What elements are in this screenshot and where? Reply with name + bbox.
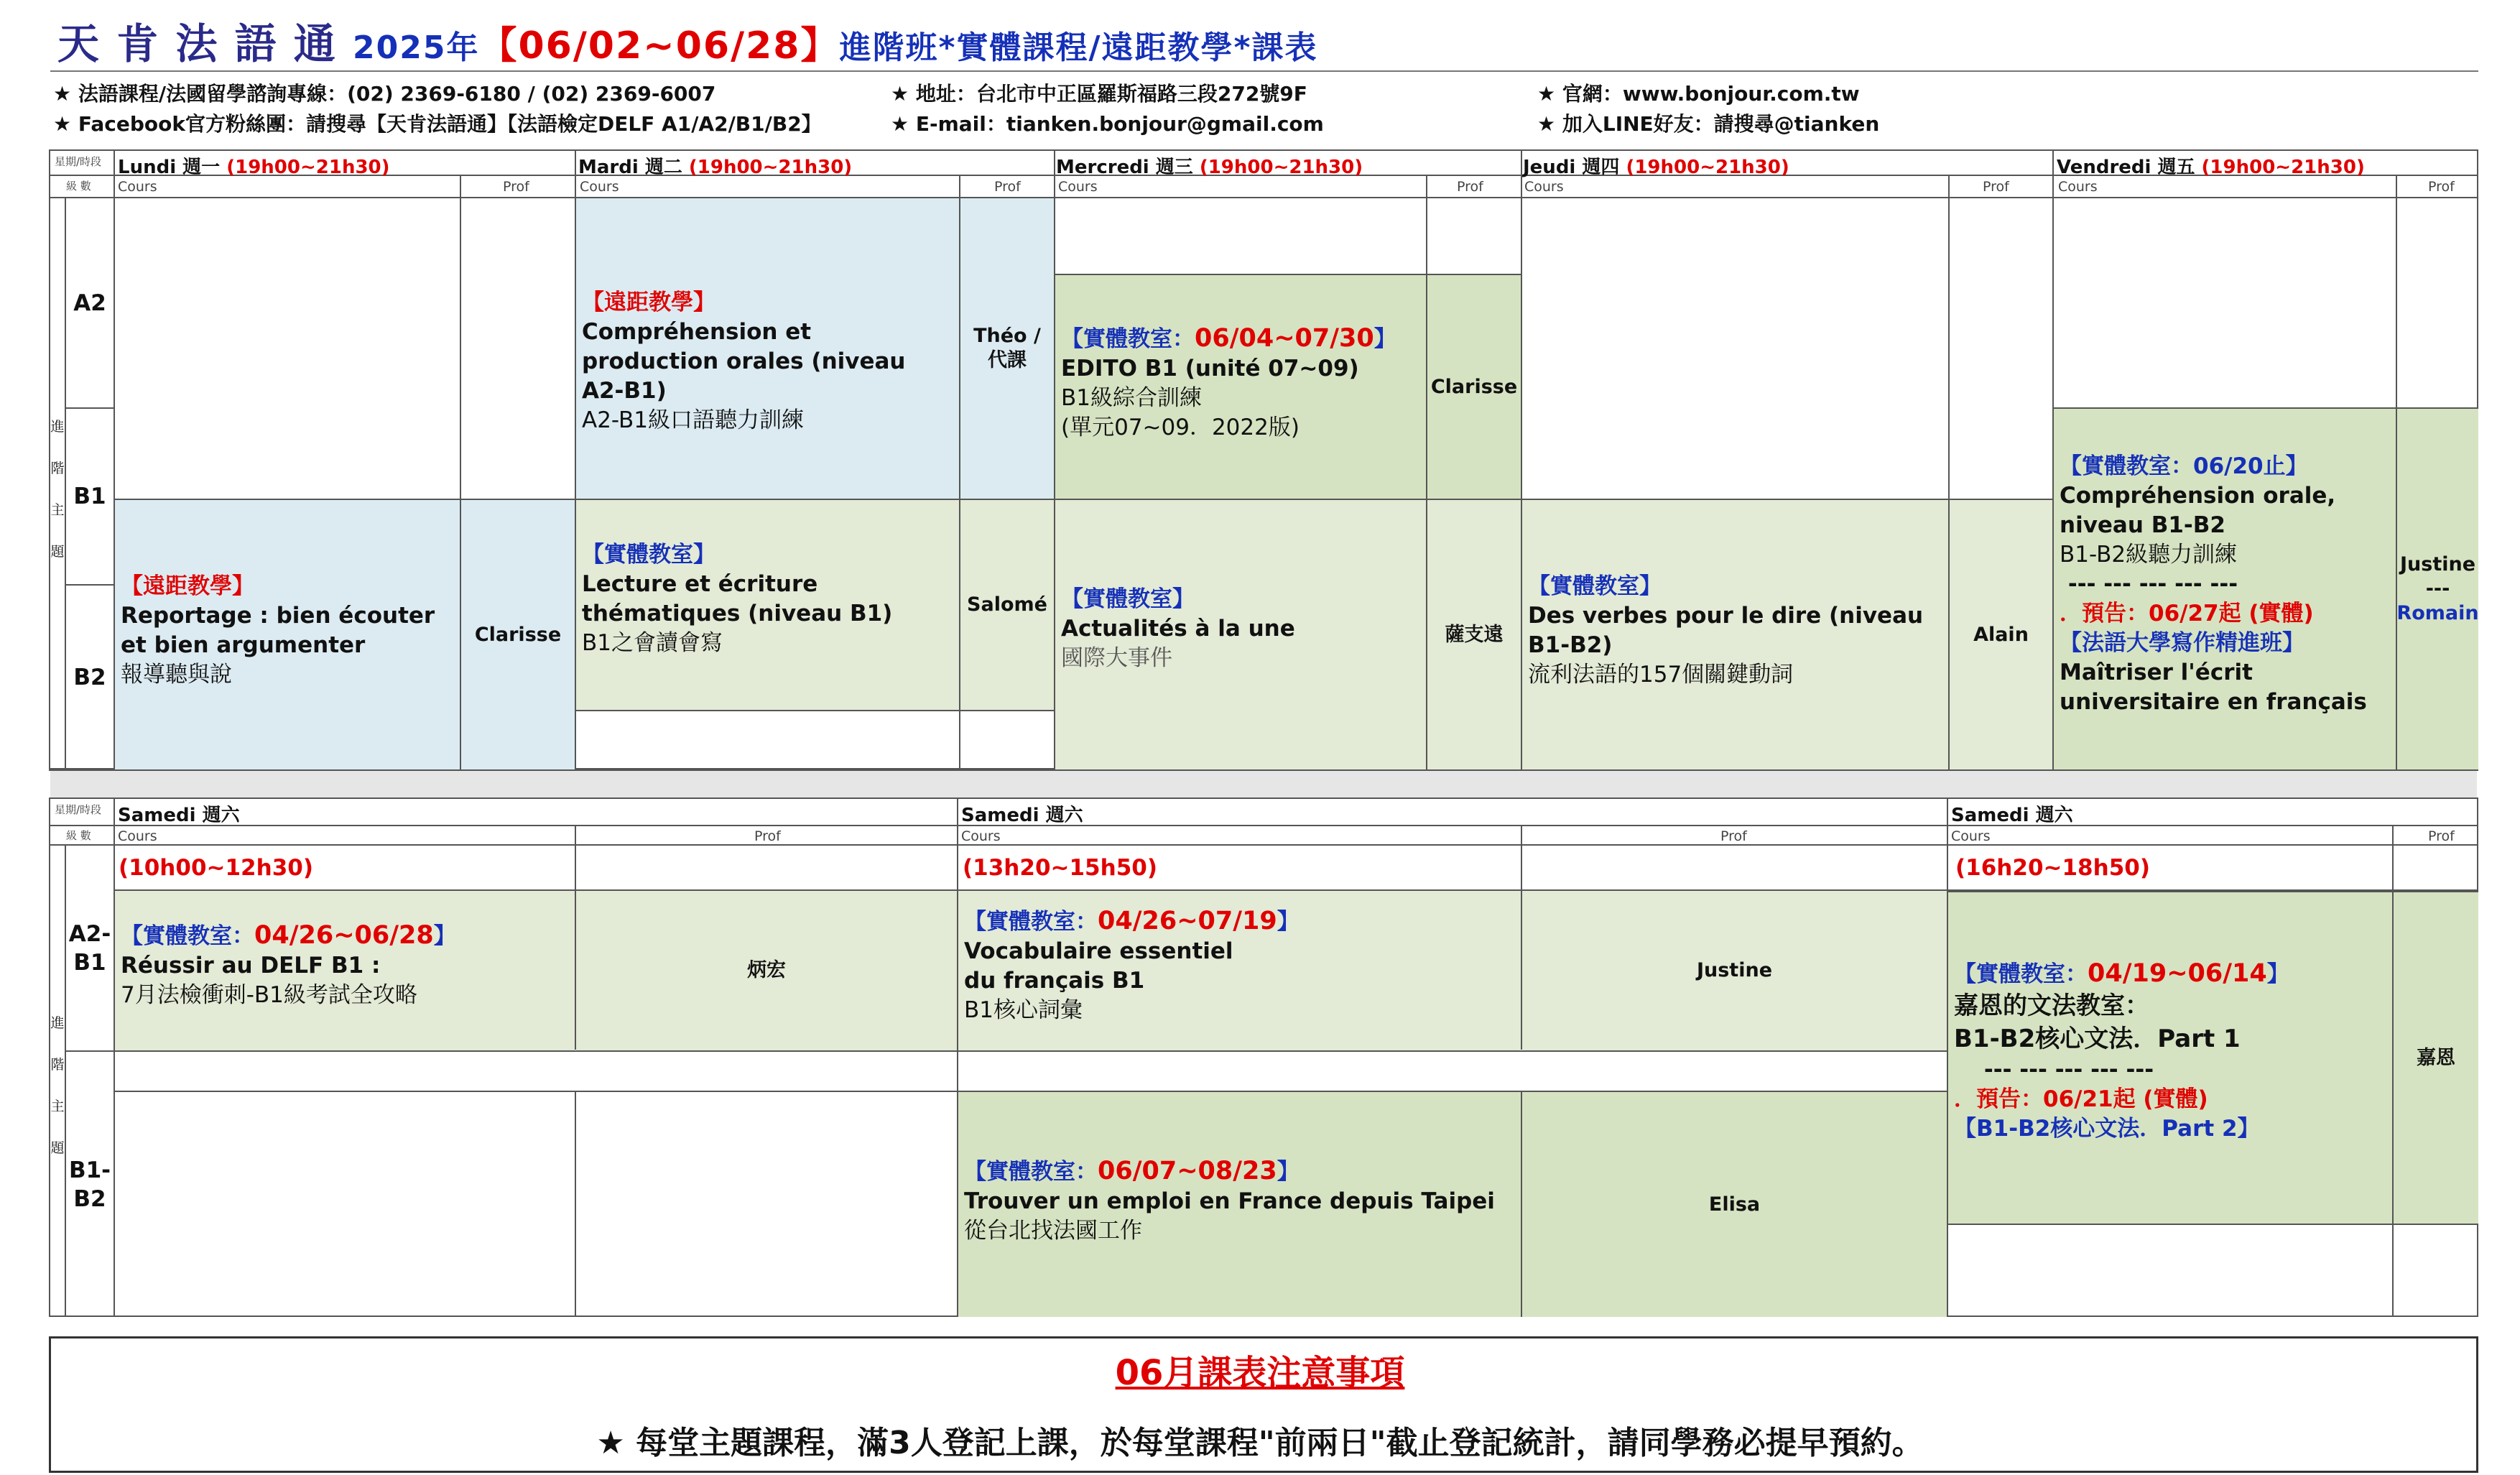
day-header-jeudi: Jeudi 週四 (19h00~21h30) <box>1523 157 1789 178</box>
day-header-samedi-2: Samedi 週六 <box>961 805 1083 826</box>
course-mercredi-b2[interactable]: 【實體教室】 Actualités à la une 國際大事件 <box>1055 500 1426 769</box>
course-mercredi-b1[interactable]: 【實體教室：06/04~07/30】 EDITO B1 (unité 07~09) B1級綜合訓練 (單元07~09．2022版) <box>1055 275 1426 499</box>
course-samedi-delf[interactable]: 【實體教室：04/26~06/28】 Réussir au DELF B1 : 7月法檢衝刺-B1級考試全攻略 <box>115 891 575 1050</box>
schedule-year: 2025年 <box>352 29 480 66</box>
time-slot-afternoon: (13h20~15h50) <box>963 855 1158 881</box>
prof-samedi-delf: 炳宏 <box>576 891 957 1050</box>
course-jeudi-b2[interactable]: 【實體教室】 Des verbes pour le dire (niveau B1-B2) 流利法語的157個關鍵動詞 <box>1522 500 1948 769</box>
prof-label: Prof <box>1720 828 1747 844</box>
prof-lundi-b2: Clarisse <box>461 499 575 769</box>
cours-label: Cours <box>961 828 1001 844</box>
level-b2: B2 <box>73 665 106 690</box>
notes-text: ★ 每堂主題課程，滿3人登記上課，於每堂課程"前兩日"截止登記統計，請同學務必提早預約。 <box>596 1425 1924 1461</box>
day-header-mercredi: Mercredi 週三 (19h00~21h30) <box>1056 157 1363 178</box>
info-email: ★ E-mail：tianken.bonjour@gmail.com <box>891 112 1324 136</box>
prof-mercredi-b1: Clarisse <box>1427 275 1521 499</box>
day-header-samedi-3: Samedi 週六 <box>1951 805 2073 826</box>
prof-jeudi-b2: Alain <box>1950 500 2052 769</box>
schedule-range: 【06/02~06/28】 <box>479 24 840 68</box>
cours-label: Cours <box>1524 179 1564 195</box>
info-address: ★ 地址：台北市中正區羅斯福路三段272號9F <box>891 82 1307 106</box>
course-mardi-a2[interactable]: 【遠距教學】 Compréhension et production orales (niveau A2-B1) A2-B1級口語聽力訓練 <box>576 198 959 499</box>
prof-samedi-grammar: 嘉恩 <box>2394 892 2478 1224</box>
course-samedi-vocab[interactable]: 【實體教室：04/26~07/19】 Vocabulaire essentiel du français B1 B1核心詞彙 <box>958 891 1521 1050</box>
level-b1: B1 <box>73 484 106 509</box>
prof-label: Prof <box>1983 179 2009 195</box>
course-vendredi-b1b2[interactable]: 【實體教室：06/20止】 Compréhension orale, niveau B1-B2 B1-B2級聽力訓練 --- --- --- --- --- ．預告：06/27起 (實體) 【法語大學寫作精進班】 Maîtriser l'écrit universitaire en français <box>2054 409 2396 769</box>
prof-label: Prof <box>503 179 529 195</box>
corner-label-time: 星期/時段 <box>55 155 102 168</box>
side-label: 進 階 主 題 <box>50 419 65 560</box>
prof-label: Prof <box>994 179 1021 195</box>
day-header-vendredi: Vendredi 週五 (19h00~21h30) <box>2057 157 2365 178</box>
course-mardi-b2[interactable]: 【實體教室】 Lecture et écriture thématiques (niveau B1) B1之會讀會寫 <box>576 500 959 710</box>
notes-title: 06月課表注意事項 <box>1115 1353 1405 1393</box>
day-header-lundi: Lundi 週一 (19h00~21h30) <box>118 157 390 178</box>
day-header-mardi: Mardi 週二 (19h00~21h30) <box>578 157 853 178</box>
cours-label: Cours <box>580 179 619 195</box>
prof-label: Prof <box>754 828 781 844</box>
corner-label-level: 級 數 <box>66 829 91 842</box>
prof-mardi-a2: Théo / 代課 <box>960 198 1054 499</box>
schedule-title: 進階班*實體課程/遠距教學*課表 <box>839 29 1318 66</box>
prof-mercredi-b2: 薩支遠 <box>1427 500 1521 769</box>
info-facebook: ★ Facebook官方粉絲團：請搜尋【天肯法語通】【法語檢定DELF A1/A2/B1/B2】 <box>53 112 822 136</box>
prof-samedi-emploi: Elisa <box>1522 1092 1947 1317</box>
corner-label-time: 星期/時段 <box>55 803 102 816</box>
time-slot-evening: (16h20~18h50) <box>1955 855 2151 881</box>
level-a2: A2 <box>73 290 106 316</box>
brand-name: 天 肯 法 語 通 <box>57 19 337 68</box>
prof-mardi-b2: Salomé <box>960 500 1054 710</box>
cours-label: Cours <box>118 828 157 844</box>
side-label: 進 階 主 題 <box>50 1015 65 1156</box>
course-samedi-emploi[interactable]: 【實體教室：06/07~08/23】 Trouver un emploi en France depuis Taipei 從台北找法國工作 <box>958 1092 1521 1317</box>
day-header-samedi-1: Samedi 週六 <box>118 805 240 826</box>
cours-label: Cours <box>2058 179 2098 195</box>
prof-vendredi-b1b2: Justine --- Romain <box>2397 409 2478 769</box>
spacer-row <box>50 771 2477 797</box>
info-line: ★ 加入LINE好友：請搜尋@tianken <box>1537 112 1880 136</box>
prof-label: Prof <box>1457 179 1483 195</box>
corner-label-level: 級 數 <box>66 180 91 193</box>
course-samedi-grammar[interactable]: 【實體教室：04/19~06/14】 嘉恩的文法教室： B1-B2核心文法．Part 1 --- --- --- --- --- ．預告：06/21起 (實體) 【B1-B2核心文法．Part 2】 <box>1948 892 2392 1224</box>
cours-label: Cours <box>1951 828 1991 844</box>
prof-label: Prof <box>2428 828 2455 844</box>
level-a2-b1: A2- B1 <box>68 920 111 976</box>
prof-label: Prof <box>2428 179 2455 195</box>
time-slot-morning: (10h00~12h30) <box>119 855 314 881</box>
course-lundi-b2[interactable]: 【遠距教學】 Reportage : bien écouter et bien argumenter 報導聽與說 <box>115 499 460 769</box>
cours-label: Cours <box>118 179 157 195</box>
info-phone: ★ 法語課程/法國留學諮詢專線：(02) 2369-6180 / (02) 2369-6007 <box>53 82 716 106</box>
prof-samedi-vocab: Justine <box>1522 891 1947 1050</box>
level-b1-b2: B1- B2 <box>68 1157 111 1212</box>
cours-label: Cours <box>1058 179 1098 195</box>
info-website: ★ 官網：www.bonjour.com.tw <box>1537 82 1860 106</box>
